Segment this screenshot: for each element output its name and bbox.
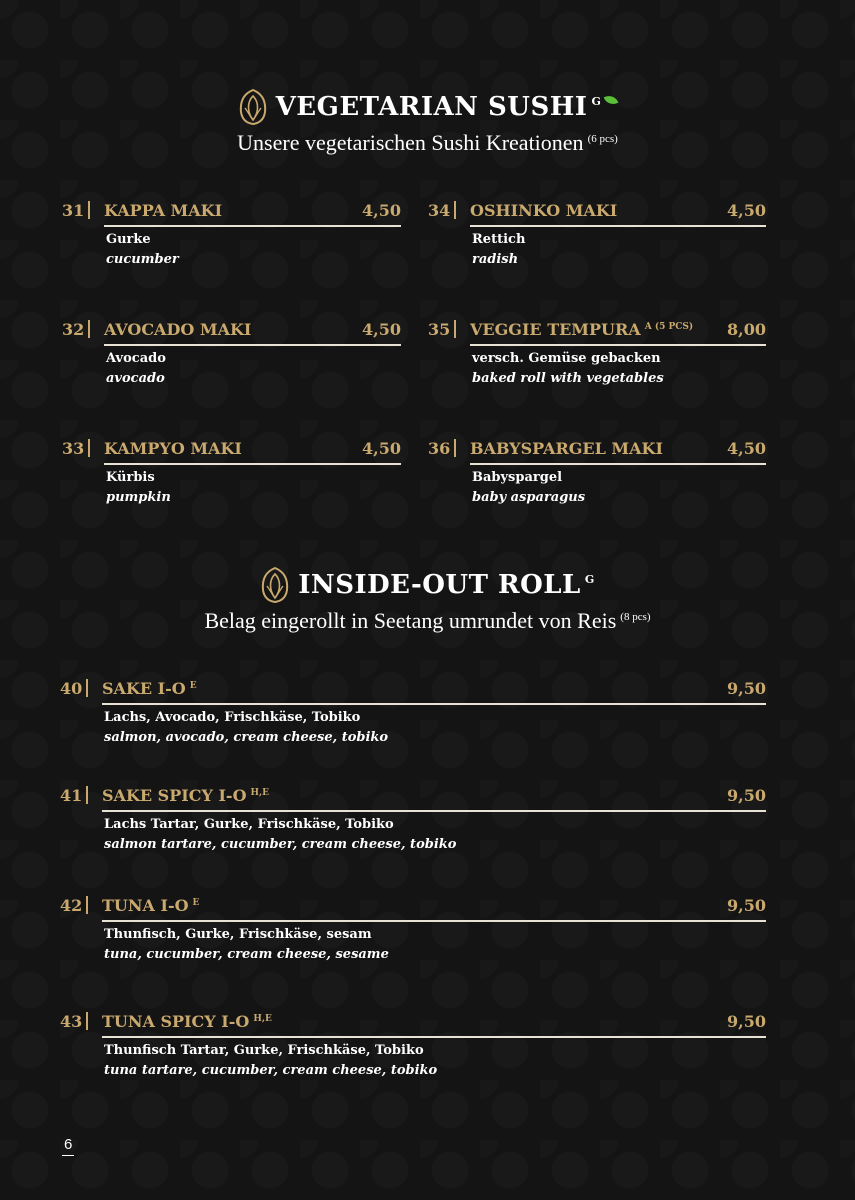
- divider: [86, 1012, 88, 1030]
- item-price: 4,50: [727, 201, 766, 220]
- item-price: 8,00: [727, 320, 766, 339]
- section-title-text: INSIDE-OUT ROLL: [298, 570, 581, 600]
- item-description-en: avocado: [106, 371, 165, 386]
- item-allergen: H,E: [250, 787, 269, 798]
- item-rule: [102, 1036, 766, 1038]
- item-number: 40: [60, 679, 83, 698]
- item-rule: [102, 703, 766, 705]
- item-number: 43: [60, 1012, 83, 1031]
- item-number: 41: [60, 786, 83, 805]
- item-name-text: TUNA SPICY I-O: [102, 1012, 250, 1031]
- section-subtitle-pcs: (8 pcs): [620, 610, 651, 623]
- item-name: [104, 201, 222, 220]
- item-price: 9,50: [727, 896, 766, 915]
- item-description-en: cucumber: [106, 252, 179, 267]
- section-title-allergen: G: [591, 95, 602, 109]
- item-allergen: A (5 PCS): [644, 321, 694, 332]
- item-description-en: pumpkin: [106, 490, 171, 505]
- item-rule: [470, 463, 766, 465]
- lotus-logo-icon: [260, 566, 290, 604]
- item-name-text: OSHINKO MAKI: [470, 201, 618, 220]
- item-price: 4,50: [362, 201, 401, 220]
- divider: [454, 320, 456, 338]
- item-number: 31: [62, 201, 85, 220]
- divider: [454, 201, 456, 219]
- item-price: 9,50: [727, 786, 766, 805]
- item-name: [102, 679, 197, 698]
- section-header-vegetarian-sushi: [0, 88, 855, 156]
- section-title-allergen: G: [584, 573, 595, 587]
- item-description-de: Rettich: [472, 232, 526, 247]
- section-subtitle-text: Unsere vegetarischen Sushi Kreationen: [237, 130, 584, 155]
- item-rule: [470, 225, 766, 227]
- item-name: [104, 439, 242, 458]
- item-description-en: tuna tartare, cucumber, cream cheese, tobiko: [104, 1063, 438, 1078]
- item-allergen: E: [192, 897, 200, 908]
- item-description-de: Kürbis: [106, 470, 155, 485]
- item-number: 33: [62, 439, 85, 458]
- item-rule: [104, 463, 401, 465]
- item-name: [104, 320, 251, 339]
- leaf-icon: [604, 94, 619, 108]
- item-description-de: Thunfisch, Gurke, Frischkäse, sesam: [104, 927, 372, 942]
- divider: [86, 896, 88, 914]
- item-name: [102, 1012, 272, 1031]
- item-price: 4,50: [362, 320, 401, 339]
- item-description-de: Lachs, Avocado, Frischkäse, Tobiko: [104, 710, 361, 725]
- item-number: 34: [428, 201, 451, 220]
- item-price: 9,50: [727, 679, 766, 698]
- item-name-text: SAKE I-O: [102, 679, 186, 698]
- item-allergen: E: [189, 680, 197, 691]
- item-description-en: baked roll with vegetables: [472, 371, 664, 386]
- section-title: [276, 92, 618, 122]
- item-rule: [102, 920, 766, 922]
- item-name: [470, 320, 693, 339]
- item-number: 35: [428, 320, 451, 339]
- item-description-en: radish: [472, 252, 519, 267]
- divider: [86, 679, 88, 697]
- item-number: 32: [62, 320, 85, 339]
- item-rule: [102, 810, 766, 812]
- item-name-text: KAMPYO MAKI: [104, 439, 242, 458]
- item-allergen: H,E: [253, 1013, 272, 1024]
- section-subtitle: [0, 130, 855, 156]
- divider: [88, 439, 90, 457]
- item-description-en: salmon tartare, cucumber, cream cheese, tobiko: [104, 837, 457, 852]
- item-number: 42: [60, 896, 83, 915]
- item-name-text: BABYSPARGEL MAKI: [470, 439, 663, 458]
- item-name-text: KAPPA MAKI: [104, 201, 223, 220]
- section-subtitle-pcs: (6 pcs): [587, 132, 618, 145]
- item-rule: [104, 344, 401, 346]
- section-title-text: VEGETARIAN SUSHI: [275, 92, 588, 122]
- item-description-de: Lachs Tartar, Gurke, Frischkäse, Tobiko: [104, 817, 394, 832]
- item-price: 4,50: [362, 439, 401, 458]
- item-number: 36: [428, 439, 451, 458]
- item-name-text: VEGGIE TEMPURA: [470, 320, 641, 339]
- item-description-en: tuna, cucumber, cream cheese, sesame: [104, 947, 389, 962]
- item-description-de: versch. Gemüse gebacken: [472, 351, 661, 366]
- item-rule: [104, 225, 401, 227]
- item-description-de: Thunfisch Tartar, Gurke, Frischkäse, Tobiko: [104, 1043, 424, 1058]
- section-header-inside-out-roll: [0, 566, 855, 634]
- page-number: 6: [62, 1136, 74, 1156]
- item-price: 4,50: [727, 439, 766, 458]
- item-description-en: baby asparagus: [472, 490, 586, 505]
- item-price: 9,50: [727, 1012, 766, 1031]
- lotus-logo-icon: [238, 88, 268, 126]
- divider: [86, 786, 88, 804]
- section-subtitle: [0, 608, 855, 634]
- item-rule: [470, 344, 766, 346]
- item-description-en: salmon, avocado, cream cheese, tobiko: [104, 730, 389, 745]
- item-description-de: Gurke: [106, 232, 151, 247]
- section-subtitle-text: Belag eingerollt in Seetang umrundet von Reis: [204, 608, 617, 633]
- item-name-text: AVOCADO MAKI: [104, 320, 252, 339]
- item-name: [470, 439, 663, 458]
- divider: [88, 320, 90, 338]
- divider: [88, 201, 90, 219]
- item-name-text: TUNA I-O: [102, 896, 189, 915]
- item-description-de: Babyspargel: [472, 470, 563, 485]
- divider: [454, 439, 456, 457]
- item-name-text: SAKE SPICY I-O: [102, 786, 247, 805]
- item-name: [470, 201, 617, 220]
- section-title: [298, 570, 594, 600]
- item-name: [102, 896, 199, 915]
- item-description-de: Avocado: [106, 351, 166, 366]
- item-name: [102, 786, 269, 805]
